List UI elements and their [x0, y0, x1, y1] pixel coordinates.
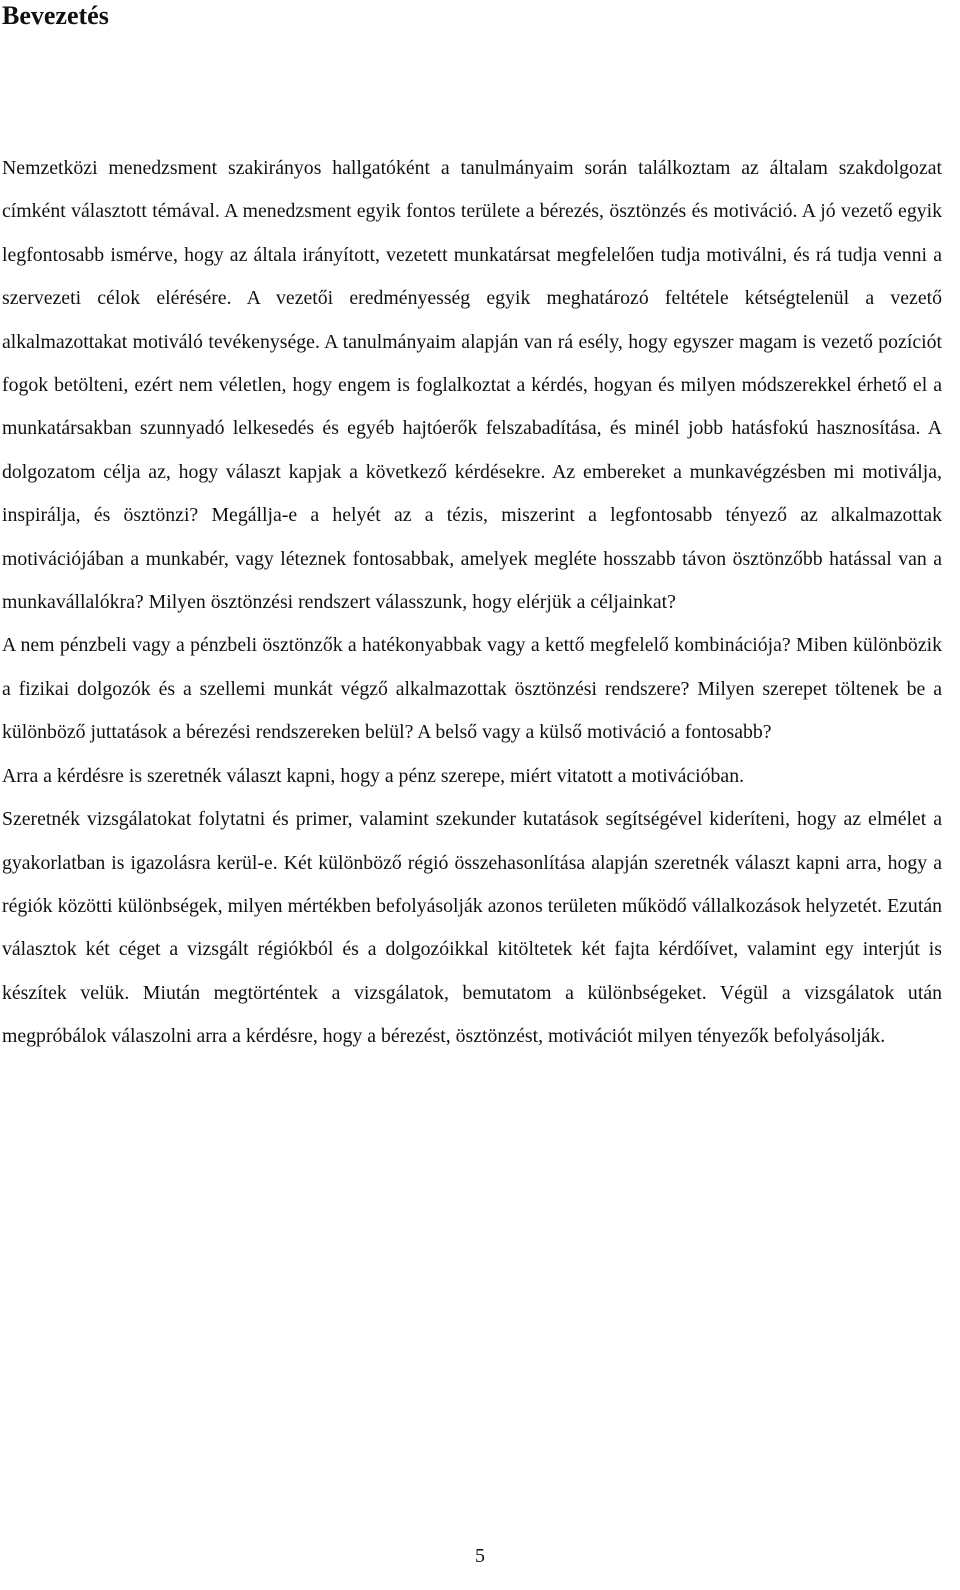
body-text — [2, 147, 942, 1059]
paragraph: Szeretnék vizsgálatokat folytatni és primer, valamint szekunder kutatások segítségével kideríteni, hogy az elmélet a gyakorlatban is igazolásra kerül-e. Két különböző régió összehasonlítása alapján szeretnék választ kapni arra, hogy a régiók közötti különbségek, milyen mértékben befolyásolják azonos területen működő vállalkozások helyzetét. Ezután választok két céget a vizsgált régiókból és a dolgozóikkal kitöltetek két fajta kérdőívet, valamint egy interjút is készítek velük. Miután megtörténtek a vizsgálatok, bemutatom a különbségeket. Végül a vizsgálatok után megpróbálok válaszolni arra a kérdésre, hogy a bérezést, ösztönzést, motivációt milyen tényezők befolyásolják. — [2, 808, 942, 1048]
page-heading: Bevezetés — [2, 1, 109, 30]
page-number: 5 — [475, 1545, 485, 1567]
paragraph: A nem pénzbeli vagy a pénzbeli ösztönzők a hatékonyabbak vagy a kettő megfelelő kombinációja? Miben különbözik a fizikai dolgozók és a szellemi munkát végző alkalmazottak ösztönzési rendszere? Milyen szerepet töltenek be a különböző juttatások a bérezési rendszereken belül? A belső vagy a külső motiváció a fontosabb? — [2, 634, 942, 744]
paragraph: Nemzetközi menedzsment szakirányos hallgatóként a tanulmányaim során találkoztam az általam szakdolgozat címként választott témával. A menedzsment egyik fontos területe a bérezés, ösztönzés és motiváció. A jó vezető egyik legfontosabb ismérve, hogy az általa irányított, vezetett munkatársat megfelelően tudja motiválni, és rá tudja venni a szervezeti célok elérésére. A vezetői eredményesség egyik meghatározó feltétele kétségtelenül a vezető alkalmazottakat motiváló tevékenysége. A tanulmányaim alapján van rá esély, hogy egyszer magam is vezető pozíciót fogok betölteni, ezért nem véletlen, hogy engem is foglalkoztat a kérdés, hogyan és milyen módszerekkel érhető el a munkatársakban szunnyadó lelkesedés és egyéb hajtóerők felszabadítása, és minél jobb hatásfokú hasznosítása. A dolgozatom célja az, hogy választ kapjak a következő kérdésekre. Az embereket a munkavégzésben mi motiválja, inspirálja, és ösztönzi? Megállja-e a helyét az a tézis, miszerint a legfontosabb tényező az alkalmazottak motivációjában a munkabér, vagy léteznek fontosabbak, amelyek megléte hosszabb távon ösztönzőbb hatással van a munkavállalókra? Milyen ösztönzési rendszert válasszunk, hogy elérjük a céljainkat? — [2, 157, 942, 614]
paragraph: Arra a kérdésre is szeretnék választ kapni, hogy a pénz szerepe, miért vitatott a motivációban. — [2, 764, 745, 787]
